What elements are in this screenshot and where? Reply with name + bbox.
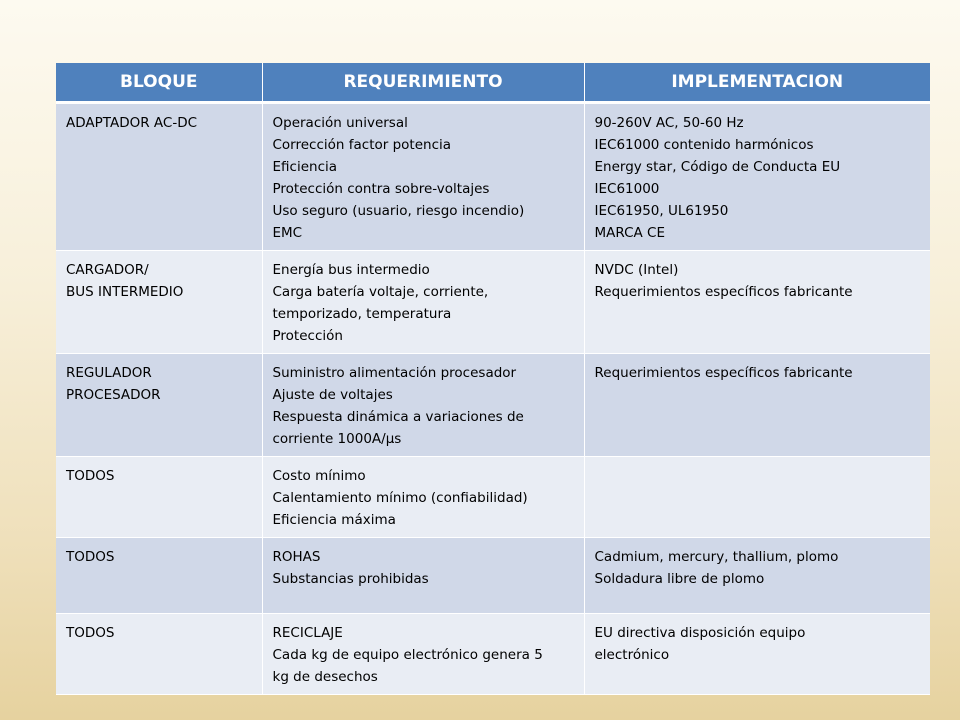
cell-line: Costo mínimo [272,468,366,484]
cell-line: Eficiencia máxima [272,512,396,528]
cell-bloque [56,614,262,695]
cell-line: EMC [272,225,303,241]
cell-line: IEC61000 [594,181,660,197]
cell-line: MARCA CE [594,225,665,241]
cell-line: BUS INTERMEDIO [66,284,184,300]
header-bloque: BLOQUE [56,63,262,103]
cell-implementacion [584,614,930,695]
cell-implementacion [584,251,930,354]
cell-line: Cada kg de equipo electrónico genera 5 [272,647,543,663]
cell-requerimiento [262,538,584,614]
cell-line: IEC61950, UL61950 [594,203,729,219]
cell-line: temporizado, temperatura [272,306,452,322]
cell-requerimiento [262,457,584,538]
cell-line: RECICLAJE [272,625,343,641]
cell-line: Requerimientos específicos fabricante [594,284,853,300]
cell-line: Energy star, Código de Conducta EU [594,159,841,175]
cell-line: Ajuste de voltajes [272,387,393,403]
cell-line: Protección [272,328,343,344]
header-requerimiento: REQUERIMIENTO [262,63,584,103]
cell-line: ADAPTADOR AC-DC [66,115,198,131]
header-implementacion: IMPLEMENTACION [584,63,930,103]
table-row [56,457,930,538]
cell-line: Calentamiento mínimo (confiabilidad) [272,490,528,506]
cell-line: Eficiencia [272,159,338,175]
requirements-table [56,63,930,695]
cell-requerimiento [262,614,584,695]
table-row [56,538,930,614]
cell-line: ROHAS [272,549,321,565]
cell-line: Operación universal [272,115,408,131]
cell-line: Suministro alimentación procesador [272,365,517,381]
cell-line: REGULADOR [66,365,152,381]
cell-line: EU directiva disposición equipo [594,625,806,641]
cell-line: kg de desechos [272,669,378,685]
cell-line: CARGADOR/ [66,262,149,278]
cell-implementacion [584,354,930,457]
table-row [56,354,930,457]
cell-bloque [56,538,262,614]
cell-requerimiento [262,103,584,251]
cell-line: Energía bus intermedio [272,262,430,278]
cell-line: TODOS [66,549,115,565]
cell-requerimiento [262,354,584,457]
cell-line: 90-260V AC, 50-60 Hz [594,115,744,131]
cell-line: Respuesta dinámica a variaciones de [272,409,524,425]
cell-line: Protección contra sobre-voltajes [272,181,490,197]
cell-line: TODOS [66,625,115,641]
cell-line: Uso seguro (usuario, riesgo incendio) [272,203,525,219]
cell-line: TODOS [66,468,115,484]
cell-line: electrónico [594,647,670,663]
cell-line: Soldadura libre de plomo [594,571,765,587]
cell-bloque [56,457,262,538]
table-row [56,614,930,695]
cell-line: Corrección factor potencia [272,137,452,153]
cell-implementacion [584,538,930,614]
cell-line: Cadmium, mercury, thallium, plomo [594,549,839,565]
cell-line: NVDC (Intel) [594,262,679,278]
cell-line: PROCESADOR [66,387,161,403]
cell-bloque [56,103,262,251]
cell-implementacion [584,103,930,251]
cell-implementacion [584,457,930,538]
cell-bloque [56,251,262,354]
cell-requerimiento [262,251,584,354]
table-row [56,103,930,251]
cell-line: Carga batería voltaje, corriente, [272,284,489,300]
header-row [56,63,930,103]
cell-line: Requerimientos específicos fabricante [594,365,853,381]
cell-line: Substancias prohibidas [272,571,429,587]
cell-line: IEC61000 contenido harmónicos [594,137,814,153]
cell-bloque [56,354,262,457]
table-row [56,251,930,354]
cell-line: corriente 1000A/µs [272,431,402,447]
